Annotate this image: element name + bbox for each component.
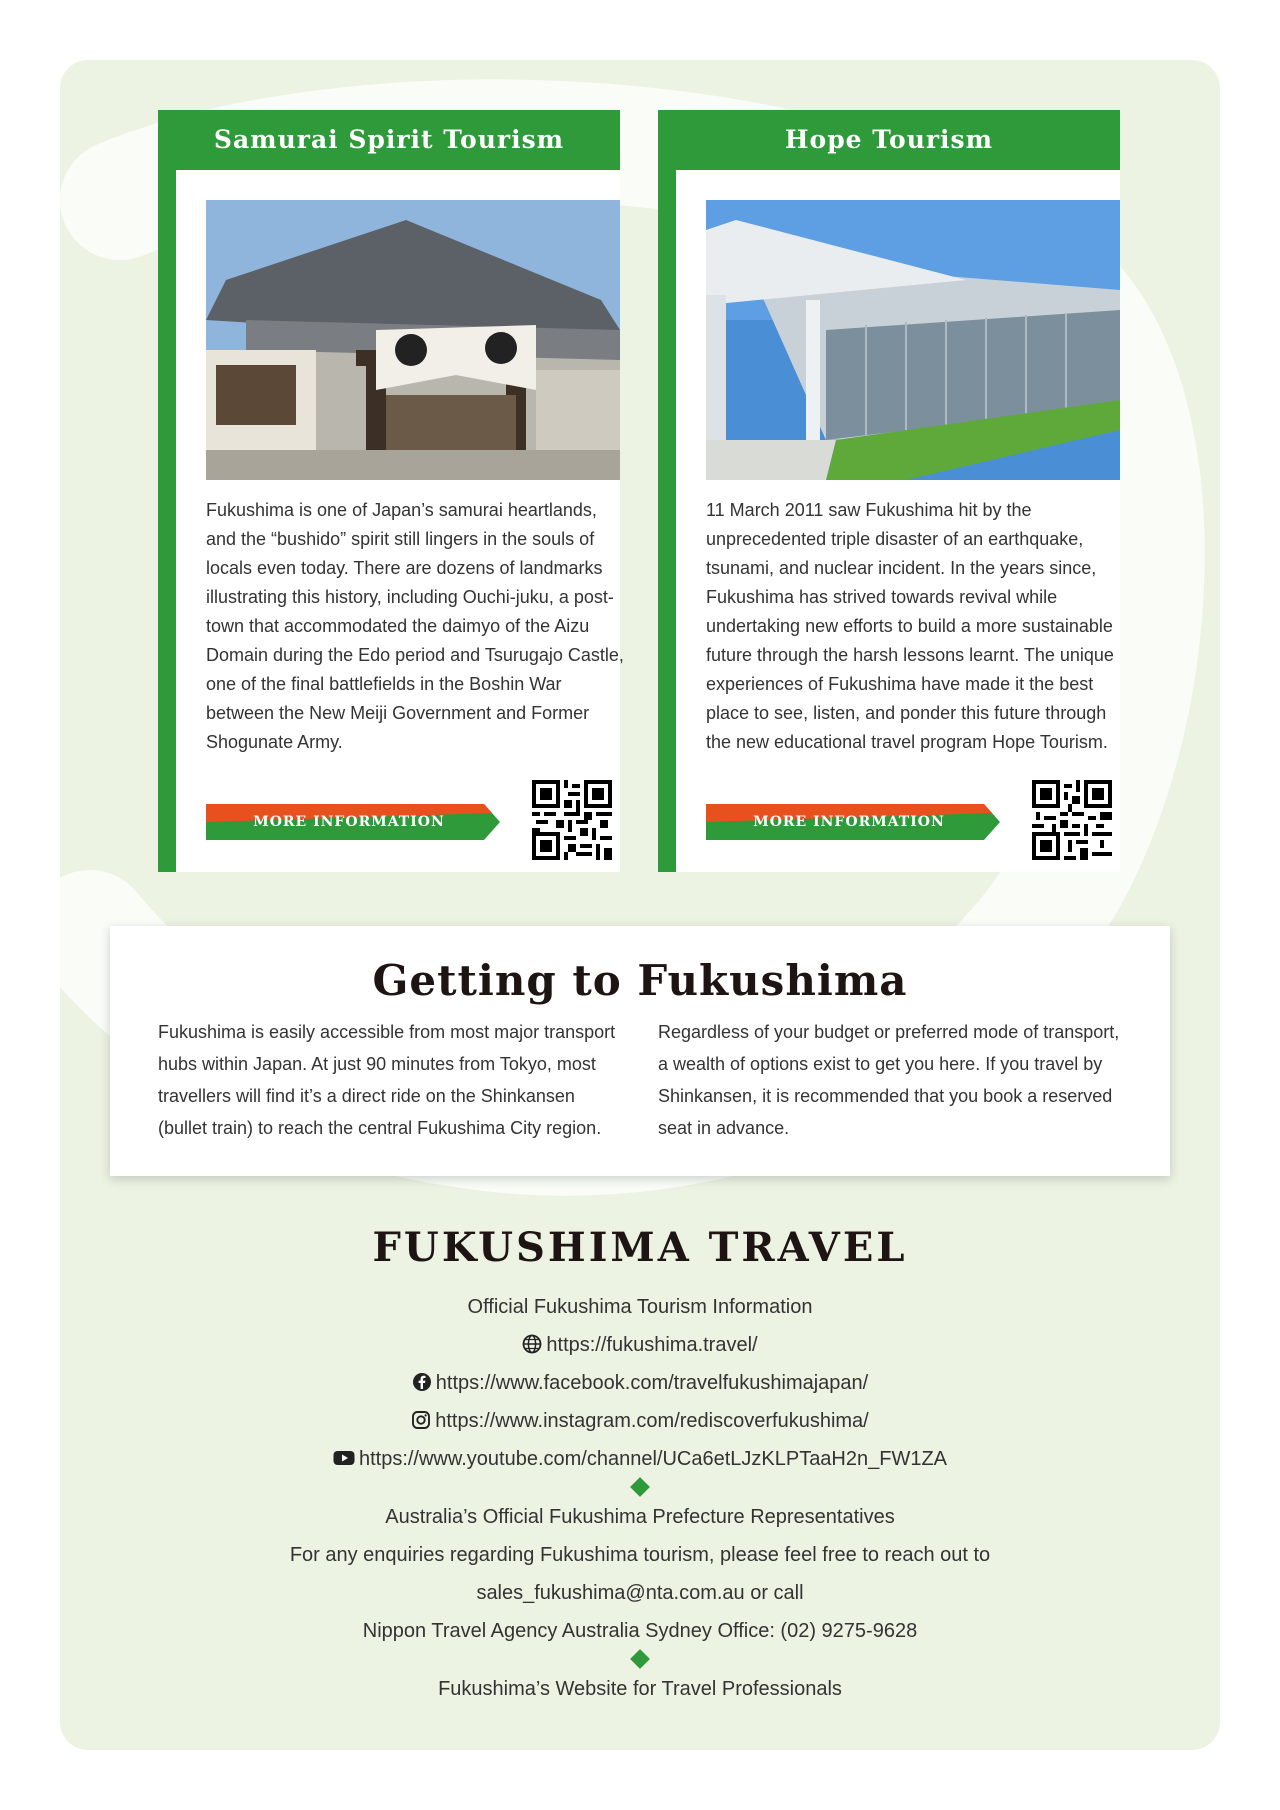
youtube-link[interactable]: https://www.youtube.com/channel/UCa6etLJzKLPTaaH2n_FW1ZA — [358, 1448, 948, 1470]
getting-title: Getting to Fukushima — [372, 956, 908, 1005]
card-accent-side — [158, 110, 176, 872]
samurai-gate-photo — [206, 200, 620, 480]
travel-professionals-link[interactable]: Fukushima’s Website for Travel Professionals — [438, 1678, 842, 1700]
globe-icon — [522, 1333, 542, 1363]
facebook-link-row[interactable] — [0, 1368, 1280, 1401]
card-title: Hope Tourism — [784, 125, 994, 154]
more-information-button[interactable] — [206, 804, 500, 840]
qr-code[interactable] — [524, 772, 620, 868]
getting-left-column: Fukushima is easily accessible from most major transport hubs within Japan. At just 90 minutes from Tokyo, most travellers will find it’s a direct ride on the Shinkansen (bullet train) to reach the central Fukushima City region. — [158, 1022, 616, 1138]
more-information-label: MORE INFORMATION — [753, 814, 945, 830]
facebook-icon — [412, 1371, 432, 1401]
official-info-label: Official Fukushima Tourism Information — [467, 1296, 813, 1318]
card-body: 11 March 2011 saw Fukushima hit by the unprecedented triple disaster of an earthquake, tsunami, and nuclear incident. In the years since, Fukushima has strived towards revival while undertaking new efforts to build a more sustainable future through the harsh lessons learnt. The unique experiences of Fukushima have made it the best place to see, listen, and ponder this future through the new educational travel program Hope Tourism. — [706, 500, 1114, 752]
representatives-label: Australia’s Official Fukushima Prefecture Representatives — [385, 1506, 895, 1528]
samurai-spirit-card — [158, 110, 624, 872]
more-information-button[interactable] — [706, 804, 1000, 840]
memorial-museum-photo — [706, 200, 1120, 480]
youtube-link-row[interactable] — [0, 1444, 1280, 1477]
instagram-link-row[interactable] — [0, 1406, 1280, 1439]
card-title: Samurai Spirit Tourism — [213, 125, 565, 154]
getting-to-fukushima-panel — [110, 926, 1170, 1176]
hope-tourism-card — [658, 110, 1120, 872]
contact-email[interactable]: sales_fukushima@nta.com.au or call — [476, 1582, 804, 1604]
website-link-row[interactable] — [0, 1330, 1280, 1363]
website-link[interactable]: https://fukushima.travel/ — [546, 1334, 758, 1356]
card-body: Fukushima is one of Japan’s samurai heartlands, and the “bushido” spirit still lingers in the souls of locals even today. There are dozens of landmarks illustrating this history, including Ouchi-juku, a post-town that accommodated the daimyo of the Aizu Domain during the Edo period and Tsurugajo Castle, one of the final battlefields in the Boshin War between the New Meiji Government and Former Shogunate Army. — [206, 500, 624, 752]
instagram-icon — [411, 1409, 431, 1439]
youtube-icon — [333, 1447, 355, 1477]
card-accent-side — [658, 110, 676, 872]
qr-code[interactable] — [1024, 772, 1120, 868]
getting-right-column: Regardless of your budget or preferred mode of transport, a wealth of options exist to get you here. If you travel by Shinkansen, it is recommended that you book a reserved seat in advance. — [658, 1022, 1120, 1138]
more-information-label: MORE INFORMATION — [253, 814, 445, 830]
instagram-link[interactable]: https://www.instagram.com/rediscoverfukushima/ — [435, 1410, 869, 1432]
office-phone: Nippon Travel Agency Australia Sydney Office: (02) 9275-9628 — [362, 1620, 918, 1642]
enquiry-text: For any enquiries regarding Fukushima tourism, please feel free to reach out to — [289, 1544, 991, 1566]
footer-title: FUKUSHIMA TRAVEL — [372, 1224, 908, 1271]
facebook-link[interactable]: https://www.facebook.com/travelfukushimajapan/ — [435, 1372, 869, 1394]
